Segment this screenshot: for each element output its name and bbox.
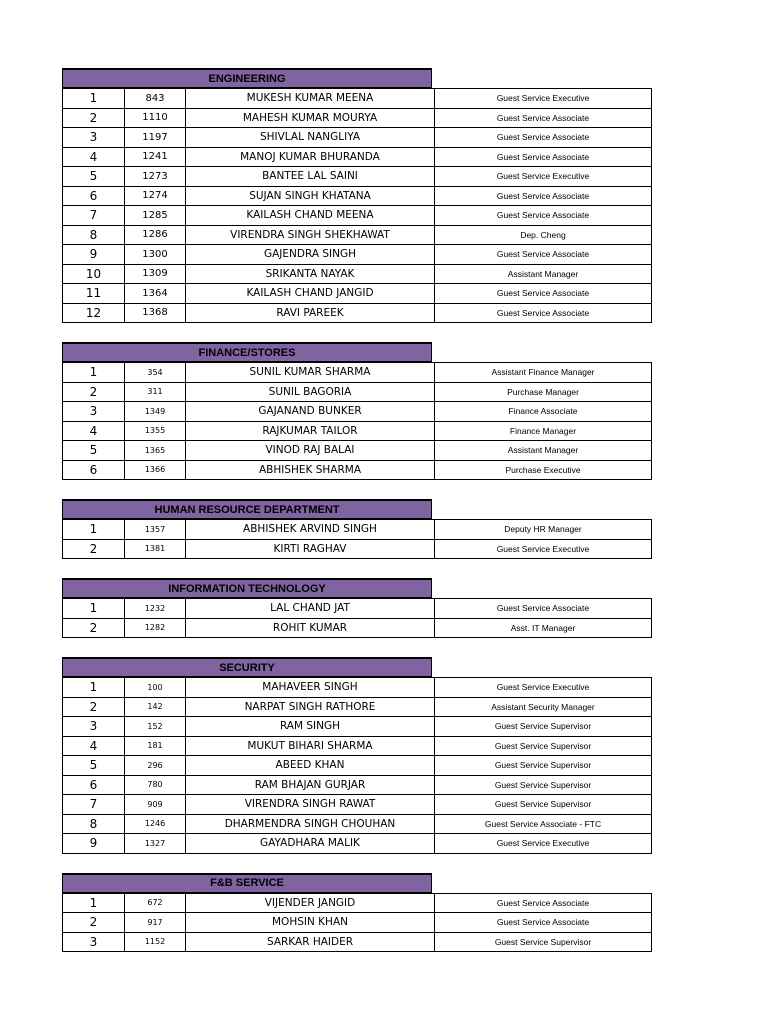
employee-table bbox=[62, 362, 652, 480]
serial-number-cell: 8 bbox=[63, 225, 125, 245]
table-row bbox=[63, 225, 652, 245]
table-row bbox=[63, 460, 652, 480]
serial-number-cell: 6 bbox=[63, 186, 125, 206]
serial-number-cell: 8 bbox=[63, 814, 125, 834]
table-row bbox=[63, 363, 652, 383]
table-row bbox=[63, 599, 652, 619]
designation-cell: Guest Service Supervisor bbox=[435, 756, 652, 776]
serial-number-cell: 4 bbox=[63, 421, 125, 441]
employee-name-cell: MOHSIN KHAN bbox=[186, 913, 435, 933]
designation-cell: Dep. Cheng bbox=[435, 225, 652, 245]
serial-number-cell: 1 bbox=[63, 89, 125, 109]
table-row bbox=[63, 717, 652, 737]
employee-id-cell: 1355 bbox=[125, 421, 186, 441]
employee-id-cell: 917 bbox=[125, 913, 186, 933]
table-row bbox=[63, 618, 652, 638]
serial-number-cell: 1 bbox=[63, 893, 125, 913]
employee-name-cell: MAHESH KUMAR MOURYA bbox=[186, 108, 435, 128]
table-row bbox=[63, 756, 652, 776]
serial-number-cell: 9 bbox=[63, 245, 125, 265]
designation-cell: Guest Service Supervisor bbox=[435, 775, 652, 795]
serial-number-cell: 6 bbox=[63, 775, 125, 795]
serial-number-cell: 3 bbox=[63, 932, 125, 952]
table-row bbox=[63, 678, 652, 698]
employee-id-cell: 1286 bbox=[125, 225, 186, 245]
employee-id-cell: 1368 bbox=[125, 303, 186, 323]
employee-name-cell: KAILASH CHAND JANGID bbox=[186, 284, 435, 304]
table-row bbox=[63, 382, 652, 402]
designation-cell: Guest Service Associate bbox=[435, 599, 652, 619]
employee-id-cell: 1274 bbox=[125, 186, 186, 206]
serial-number-cell: 1 bbox=[63, 363, 125, 383]
table-row bbox=[63, 108, 652, 128]
employee-id-cell: 311 bbox=[125, 382, 186, 402]
employee-name-cell: VINOD RAJ BALAI bbox=[186, 441, 435, 461]
designation-cell: Guest Service Associate bbox=[435, 147, 652, 167]
employee-id-cell: 1309 bbox=[125, 264, 186, 284]
employee-id-cell: 152 bbox=[125, 717, 186, 737]
employee-name-cell: GAJENDRA SINGH bbox=[186, 245, 435, 265]
employee-id-cell: 1246 bbox=[125, 814, 186, 834]
serial-number-cell: 2 bbox=[63, 539, 125, 559]
serial-number-cell: 3 bbox=[63, 402, 125, 422]
serial-number-cell: 2 bbox=[63, 913, 125, 933]
employee-name-cell: SUNIL KUMAR SHARMA bbox=[186, 363, 435, 383]
designation-cell: Guest Service Executive bbox=[435, 678, 652, 698]
department-header: INFORMATION TECHNOLOGY bbox=[62, 578, 432, 598]
serial-number-cell: 3 bbox=[63, 128, 125, 148]
employee-name-cell: SRIKANTA NAYAK bbox=[186, 264, 435, 284]
employee-name-cell: SHIVLAL NANGLIYA bbox=[186, 128, 435, 148]
serial-number-cell: 12 bbox=[63, 303, 125, 323]
employee-id-cell: 1327 bbox=[125, 834, 186, 854]
table-row bbox=[63, 795, 652, 815]
serial-number-cell: 1 bbox=[63, 678, 125, 698]
table-row bbox=[63, 441, 652, 461]
designation-cell: Guest Service Supervisor bbox=[435, 717, 652, 737]
employee-id-cell: 1152 bbox=[125, 932, 186, 952]
designation-cell: Purchase Manager bbox=[435, 382, 652, 402]
employee-name-cell: ROHIT KUMAR bbox=[186, 618, 435, 638]
designation-cell: Guest Service Supervisor bbox=[435, 932, 652, 952]
table-row bbox=[63, 128, 652, 148]
serial-number-cell: 9 bbox=[63, 834, 125, 854]
employee-name-cell: VIRENDRA SINGH RAWAT bbox=[186, 795, 435, 815]
designation-cell: Assistant Manager bbox=[435, 441, 652, 461]
table-row bbox=[63, 284, 652, 304]
employee-id-cell: 1197 bbox=[125, 128, 186, 148]
employee-name-cell: MAHAVEER SINGH bbox=[186, 678, 435, 698]
designation-cell: Guest Service Associate bbox=[435, 128, 652, 148]
department-section bbox=[62, 873, 652, 953]
department-section bbox=[62, 499, 652, 559]
employee-name-cell: SUJAN SINGH KHATANA bbox=[186, 186, 435, 206]
designation-cell: Guest Service Associate bbox=[435, 245, 652, 265]
employee-table bbox=[62, 88, 652, 323]
employee-id-cell: 1110 bbox=[125, 108, 186, 128]
designation-cell: Assistant Manager bbox=[435, 264, 652, 284]
table-row bbox=[63, 520, 652, 540]
designation-cell: Guest Service Executive bbox=[435, 834, 652, 854]
designation-cell: Asst. IT Manager bbox=[435, 618, 652, 638]
table-row bbox=[63, 913, 652, 933]
employee-id-cell: 1365 bbox=[125, 441, 186, 461]
serial-number-cell: 7 bbox=[63, 795, 125, 815]
designation-cell: Guest Service Supervisor bbox=[435, 736, 652, 756]
designation-cell: Guest Service Associate bbox=[435, 186, 652, 206]
table-row bbox=[63, 186, 652, 206]
department-section bbox=[62, 342, 652, 480]
employee-id-cell: 672 bbox=[125, 893, 186, 913]
designation-cell: Guest Service Executive bbox=[435, 539, 652, 559]
table-row bbox=[63, 814, 652, 834]
employee-name-cell: GAYADHARA MALIK bbox=[186, 834, 435, 854]
serial-number-cell: 11 bbox=[63, 284, 125, 304]
employee-name-cell: SARKAR HAIDER bbox=[186, 932, 435, 952]
employee-id-cell: 100 bbox=[125, 678, 186, 698]
serial-number-cell: 3 bbox=[63, 717, 125, 737]
employee-id-cell: 142 bbox=[125, 697, 186, 717]
designation-cell: Assistant Finance Manager bbox=[435, 363, 652, 383]
employee-id-cell: 909 bbox=[125, 795, 186, 815]
department-section bbox=[62, 578, 652, 638]
serial-number-cell: 1 bbox=[63, 520, 125, 540]
department-header: HUMAN RESOURCE DEPARTMENT bbox=[62, 499, 432, 519]
employee-name-cell: ABHISHEK SHARMA bbox=[186, 460, 435, 480]
employee-name-cell: VIJENDER JANGID bbox=[186, 893, 435, 913]
table-row bbox=[63, 775, 652, 795]
employee-id-cell: 1282 bbox=[125, 618, 186, 638]
serial-number-cell: 5 bbox=[63, 756, 125, 776]
designation-cell: Guest Service Associate bbox=[435, 206, 652, 226]
employee-id-cell: 780 bbox=[125, 775, 186, 795]
employee-id-cell: 1273 bbox=[125, 167, 186, 187]
serial-number-cell: 1 bbox=[63, 599, 125, 619]
employee-name-cell: RAM BHAJAN GURJAR bbox=[186, 775, 435, 795]
table-row bbox=[63, 697, 652, 717]
employee-name-cell: SUNIL BAGORIA bbox=[186, 382, 435, 402]
table-row bbox=[63, 402, 652, 422]
table-row bbox=[63, 206, 652, 226]
employee-name-cell: MUKUT BIHARI SHARMA bbox=[186, 736, 435, 756]
serial-number-cell: 2 bbox=[63, 382, 125, 402]
employee-name-cell: RAVI PAREEK bbox=[186, 303, 435, 323]
employee-id-cell: 1366 bbox=[125, 460, 186, 480]
employee-name-cell: KIRTI RAGHAV bbox=[186, 539, 435, 559]
designation-cell: Guest Service Supervisor bbox=[435, 795, 652, 815]
table-row bbox=[63, 539, 652, 559]
designation-cell: Guest Service Executive bbox=[435, 89, 652, 109]
serial-number-cell: 2 bbox=[63, 618, 125, 638]
table-row bbox=[63, 264, 652, 284]
employee-name-cell: RAJKUMAR TAILOR bbox=[186, 421, 435, 441]
designation-cell: Finance Manager bbox=[435, 421, 652, 441]
employee-name-cell: DHARMENDRA SINGH CHOUHAN bbox=[186, 814, 435, 834]
designation-cell: Guest Service Executive bbox=[435, 167, 652, 187]
department-header: SECURITY bbox=[62, 657, 432, 677]
department-header: F&B SERVICE bbox=[62, 873, 432, 893]
employee-name-cell: KAILASH CHAND MEENA bbox=[186, 206, 435, 226]
designation-cell: Purchase Executive bbox=[435, 460, 652, 480]
serial-number-cell: 2 bbox=[63, 108, 125, 128]
department-header: FINANCE/STORES bbox=[62, 342, 432, 362]
designation-cell: Guest Service Associate bbox=[435, 893, 652, 913]
serial-number-cell: 4 bbox=[63, 147, 125, 167]
employee-id-cell: 1357 bbox=[125, 520, 186, 540]
employee-sheet bbox=[62, 68, 652, 971]
employee-id-cell: 181 bbox=[125, 736, 186, 756]
designation-cell: Finance Associate bbox=[435, 402, 652, 422]
employee-name-cell: VIRENDRA SINGH SHEKHAWAT bbox=[186, 225, 435, 245]
designation-cell: Guest Service Associate bbox=[435, 303, 652, 323]
designation-cell: Guest Service Associate - FTC bbox=[435, 814, 652, 834]
table-row bbox=[63, 893, 652, 913]
employee-id-cell: 1364 bbox=[125, 284, 186, 304]
employee-id-cell: 1300 bbox=[125, 245, 186, 265]
employee-id-cell: 296 bbox=[125, 756, 186, 776]
employee-id-cell: 1285 bbox=[125, 206, 186, 226]
table-row bbox=[63, 303, 652, 323]
employee-id-cell: 1381 bbox=[125, 539, 186, 559]
employee-id-cell: 1241 bbox=[125, 147, 186, 167]
serial-number-cell: 2 bbox=[63, 697, 125, 717]
department-header: ENGINEERING bbox=[62, 68, 432, 88]
table-row bbox=[63, 932, 652, 952]
employee-name-cell: MUKESH KUMAR MEENA bbox=[186, 89, 435, 109]
serial-number-cell: 10 bbox=[63, 264, 125, 284]
employee-table bbox=[62, 598, 652, 638]
department-section bbox=[62, 657, 652, 854]
table-row bbox=[63, 421, 652, 441]
employee-id-cell: 1349 bbox=[125, 402, 186, 422]
employee-id-cell: 843 bbox=[125, 89, 186, 109]
employee-id-cell: 1232 bbox=[125, 599, 186, 619]
table-row bbox=[63, 89, 652, 109]
table-row bbox=[63, 736, 652, 756]
designation-cell: Guest Service Associate bbox=[435, 913, 652, 933]
employee-name-cell: ABHISHEK ARVIND SINGH bbox=[186, 520, 435, 540]
designation-cell: Assistant Security Manager bbox=[435, 697, 652, 717]
table-row bbox=[63, 245, 652, 265]
designation-cell: Guest Service Associate bbox=[435, 108, 652, 128]
employee-name-cell: LAL CHAND JAT bbox=[186, 599, 435, 619]
designation-cell: Guest Service Associate bbox=[435, 284, 652, 304]
employee-name-cell: MANOJ KUMAR BHURANDA bbox=[186, 147, 435, 167]
table-row bbox=[63, 147, 652, 167]
employee-table bbox=[62, 893, 652, 953]
employee-table bbox=[62, 519, 652, 559]
employee-name-cell: GAJANAND BUNKER bbox=[186, 402, 435, 422]
employee-table bbox=[62, 677, 652, 854]
department-section bbox=[62, 68, 652, 323]
serial-number-cell: 7 bbox=[63, 206, 125, 226]
serial-number-cell: 6 bbox=[63, 460, 125, 480]
designation-cell: Deputy HR Manager bbox=[435, 520, 652, 540]
table-row bbox=[63, 167, 652, 187]
employee-name-cell: ABEED KHAN bbox=[186, 756, 435, 776]
employee-name-cell: NARPAT SINGH RATHORE bbox=[186, 697, 435, 717]
employee-name-cell: BANTEE LAL SAINI bbox=[186, 167, 435, 187]
serial-number-cell: 4 bbox=[63, 736, 125, 756]
table-row bbox=[63, 834, 652, 854]
serial-number-cell: 5 bbox=[63, 167, 125, 187]
serial-number-cell: 5 bbox=[63, 441, 125, 461]
employee-name-cell: RAM SINGH bbox=[186, 717, 435, 737]
employee-id-cell: 354 bbox=[125, 363, 186, 383]
